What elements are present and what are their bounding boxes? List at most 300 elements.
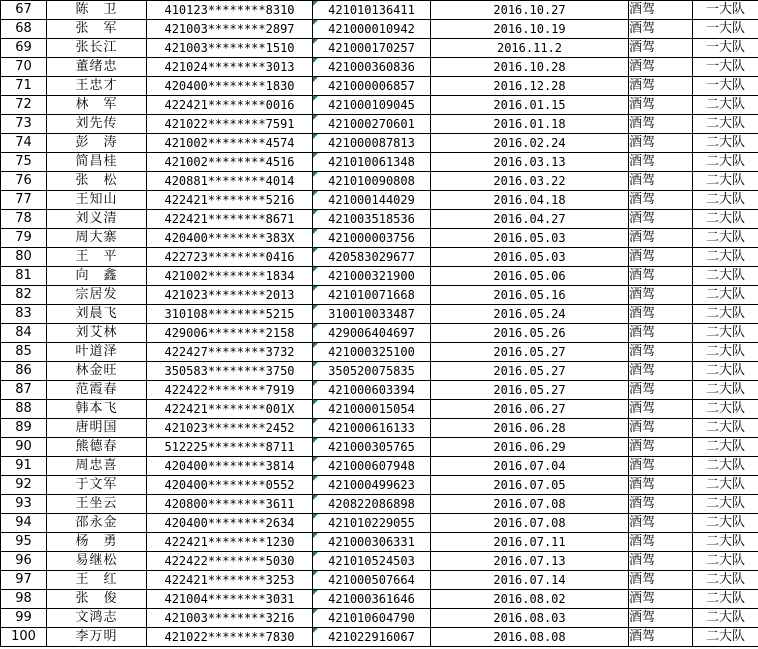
name-cell[interactable]: 易继松 [47, 552, 147, 571]
error-indicator-icon [313, 381, 318, 386]
table-row [1, 533, 758, 552]
id-card-cell[interactable]: 422427********3732 [147, 343, 313, 362]
name-cell[interactable]: 叶道泽 [47, 343, 147, 362]
row-number-cell[interactable]: 92 [1, 476, 47, 495]
id-card-cell[interactable]: 421002********1834 [147, 267, 313, 286]
license-number-cell[interactable] [313, 324, 431, 343]
team-cell[interactable]: 二大队 [693, 191, 758, 210]
error-indicator-icon [313, 286, 318, 291]
error-indicator-icon [313, 362, 318, 367]
license-number-cell[interactable] [313, 476, 431, 495]
name-cell[interactable]: 林金旺 [47, 362, 147, 381]
error-indicator-icon [313, 39, 318, 44]
name-cell[interactable]: 范霞春 [47, 381, 147, 400]
license-number-cell[interactable] [313, 39, 431, 58]
row-number-cell[interactable]: 91 [1, 457, 47, 476]
violation-type-cell[interactable]: 酒驾 [629, 58, 693, 77]
error-indicator-icon [313, 134, 318, 139]
table-row [1, 324, 758, 343]
date-cell[interactable]: 2016.06.27 [431, 400, 629, 419]
team-cell[interactable]: 二大队 [693, 267, 758, 286]
date-cell[interactable]: 2016.05.24 [431, 305, 629, 324]
license-number-text: 421010061348 [328, 155, 415, 169]
row-number-cell[interactable]: 96 [1, 552, 47, 571]
table-row [1, 628, 758, 647]
row-number-cell[interactable]: 72 [1, 96, 47, 115]
name-cell[interactable]: 刘先传 [47, 115, 147, 134]
license-number-cell[interactable] [313, 153, 431, 172]
license-number-text: 421022916067 [328, 630, 415, 644]
license-number-text: 421000306331 [328, 535, 415, 549]
date-cell[interactable]: 2016.07.08 [431, 495, 629, 514]
error-indicator-icon [313, 419, 318, 424]
license-number-cell[interactable] [313, 381, 431, 400]
table-row [1, 609, 758, 628]
violation-type-cell[interactable]: 酒驾 [629, 229, 693, 248]
date-cell[interactable]: 2016.12.28 [431, 77, 629, 96]
team-cell[interactable]: 二大队 [693, 609, 758, 628]
table-row [1, 153, 758, 172]
id-card-cell[interactable]: 429006********2158 [147, 324, 313, 343]
id-card-cell[interactable]: 421023********2013 [147, 286, 313, 305]
row-number-cell[interactable]: 82 [1, 286, 47, 305]
team-cell[interactable]: 一大队 [693, 39, 758, 58]
date-cell[interactable]: 2016.07.14 [431, 571, 629, 590]
violation-type-cell[interactable]: 酒驾 [629, 77, 693, 96]
date-cell[interactable]: 2016.10.28 [431, 58, 629, 77]
id-card-cell[interactable]: 421004********3031 [147, 590, 313, 609]
date-cell[interactable]: 2016.05.27 [431, 343, 629, 362]
date-cell[interactable]: 2016.06.29 [431, 438, 629, 457]
team-cell[interactable]: 二大队 [693, 571, 758, 590]
id-card-cell[interactable]: 422421********1230 [147, 533, 313, 552]
table-row [1, 552, 758, 571]
violation-type-cell[interactable]: 酒驾 [629, 343, 693, 362]
row-number-cell[interactable]: 87 [1, 381, 47, 400]
error-indicator-icon [313, 476, 318, 481]
date-cell[interactable]: 2016.05.27 [431, 381, 629, 400]
id-card-cell[interactable]: 422421********3253 [147, 571, 313, 590]
row-number-cell[interactable]: 90 [1, 438, 47, 457]
row-number-cell[interactable]: 98 [1, 590, 47, 609]
team-cell[interactable]: 二大队 [693, 495, 758, 514]
team-cell[interactable]: 二大队 [693, 400, 758, 419]
id-card-cell[interactable]: 420400********3814 [147, 457, 313, 476]
id-card-cell[interactable]: 512225********8711 [147, 438, 313, 457]
name-cell[interactable]: 陈 卫 [47, 1, 147, 20]
license-number-cell[interactable] [313, 20, 431, 39]
table-row [1, 571, 758, 590]
date-cell[interactable]: 2016.07.05 [431, 476, 629, 495]
error-indicator-icon [313, 514, 318, 519]
license-number-cell[interactable] [313, 400, 431, 419]
violation-type-cell[interactable]: 酒驾 [629, 571, 693, 590]
license-number-cell[interactable] [313, 362, 431, 381]
table-row [1, 381, 758, 400]
license-number-text: 421000010942 [328, 22, 415, 36]
error-indicator-icon [313, 229, 318, 234]
license-number-cell[interactable] [313, 419, 431, 438]
team-cell[interactable]: 二大队 [693, 153, 758, 172]
id-card-cell[interactable]: 421002********4516 [147, 153, 313, 172]
team-cell[interactable]: 二大队 [693, 457, 758, 476]
table-row [1, 191, 758, 210]
team-cell[interactable]: 二大队 [693, 134, 758, 153]
id-card-cell[interactable]: 420881********4014 [147, 172, 313, 191]
table-row [1, 39, 758, 58]
name-cell[interactable]: 王 平 [47, 248, 147, 267]
team-cell[interactable]: 一大队 [693, 58, 758, 77]
id-card-cell[interactable]: 422421********001X [147, 400, 313, 419]
row-number-cell[interactable]: 99 [1, 609, 47, 628]
error-indicator-icon [313, 609, 318, 614]
table-row [1, 58, 758, 77]
violation-type-cell[interactable]: 酒驾 [629, 590, 693, 609]
table-row [1, 400, 758, 419]
name-cell[interactable]: 唐明国 [47, 419, 147, 438]
row-number-cell[interactable]: 100 [1, 628, 47, 647]
error-indicator-icon [313, 20, 318, 25]
date-cell[interactable]: 2016.05.06 [431, 267, 629, 286]
name-cell[interactable]: 周忠喜 [47, 457, 147, 476]
error-indicator-icon [313, 1, 318, 6]
date-cell[interactable]: 2016.03.22 [431, 172, 629, 191]
date-cell[interactable]: 2016.08.02 [431, 590, 629, 609]
team-cell[interactable]: 二大队 [693, 324, 758, 343]
license-number-text: 421000321900 [328, 269, 415, 283]
violation-type-cell[interactable]: 酒驾 [629, 419, 693, 438]
team-cell[interactable]: 二大队 [693, 343, 758, 362]
team-cell[interactable]: 二大队 [693, 286, 758, 305]
license-number-cell[interactable] [313, 1, 431, 20]
row-number-cell[interactable]: 89 [1, 419, 47, 438]
error-indicator-icon [313, 96, 318, 101]
id-card-cell[interactable]: 421022********7591 [147, 115, 313, 134]
id-card-cell[interactable]: 422421********0016 [147, 96, 313, 115]
license-number-cell[interactable] [313, 305, 431, 324]
date-cell[interactable]: 2016.04.18 [431, 191, 629, 210]
table-row [1, 476, 758, 495]
row-number-cell[interactable]: 88 [1, 400, 47, 419]
id-card-cell[interactable]: 422422********5030 [147, 552, 313, 571]
name-cell[interactable]: 于文军 [47, 476, 147, 495]
violation-type-cell[interactable]: 酒驾 [629, 153, 693, 172]
team-cell[interactable]: 二大队 [693, 248, 758, 267]
id-card-cell[interactable]: 421022********7830 [147, 628, 313, 647]
date-cell[interactable]: 2016.07.08 [431, 514, 629, 533]
error-indicator-icon [313, 324, 318, 329]
violation-type-cell[interactable]: 酒驾 [629, 533, 693, 552]
name-cell[interactable]: 杨 勇 [47, 533, 147, 552]
violation-type-cell[interactable]: 酒驾 [629, 96, 693, 115]
name-cell[interactable]: 李万明 [47, 628, 147, 647]
violation-type-cell[interactable]: 酒驾 [629, 628, 693, 647]
row-number-cell[interactable]: 76 [1, 172, 47, 191]
date-cell[interactable]: 2016.05.03 [431, 229, 629, 248]
team-cell[interactable]: 一大队 [693, 77, 758, 96]
table-row [1, 514, 758, 533]
id-card-cell[interactable]: 421003********2897 [147, 20, 313, 39]
row-number-cell[interactable]: 94 [1, 514, 47, 533]
id-card-cell[interactable]: 422421********5216 [147, 191, 313, 210]
date-cell[interactable]: 2016.03.13 [431, 153, 629, 172]
id-card-cell[interactable]: 421003********1510 [147, 39, 313, 58]
table-row [1, 495, 758, 514]
table-row [1, 134, 758, 153]
row-number-cell[interactable]: 71 [1, 77, 47, 96]
violation-type-cell[interactable]: 酒驾 [629, 286, 693, 305]
license-number-text: 421000305765 [328, 440, 415, 454]
row-number-cell[interactable]: 97 [1, 571, 47, 590]
license-number-cell[interactable] [313, 96, 431, 115]
violation-type-cell[interactable]: 酒驾 [629, 362, 693, 381]
row-number-cell[interactable]: 84 [1, 324, 47, 343]
license-number-cell[interactable] [313, 58, 431, 77]
license-number-cell[interactable] [313, 533, 431, 552]
id-card-cell[interactable]: 420800********3611 [147, 495, 313, 514]
license-number-text: 421000603394 [328, 383, 415, 397]
name-cell[interactable]: 向 鑫 [47, 267, 147, 286]
license-number-text: 421010136411 [328, 3, 415, 17]
violation-type-cell[interactable]: 酒驾 [629, 457, 693, 476]
date-cell[interactable]: 2016.07.04 [431, 457, 629, 476]
name-cell[interactable]: 王忠才 [47, 77, 147, 96]
table-row [1, 362, 758, 381]
id-card-cell[interactable]: 350583********3750 [147, 362, 313, 381]
row-number-cell[interactable]: 70 [1, 58, 47, 77]
id-card-cell[interactable]: 421024********3013 [147, 58, 313, 77]
name-cell[interactable]: 张长江 [47, 39, 147, 58]
team-cell[interactable]: 一大队 [693, 1, 758, 20]
license-number-cell[interactable] [313, 609, 431, 628]
id-card-cell[interactable]: 421023********2452 [147, 419, 313, 438]
team-cell[interactable]: 二大队 [693, 590, 758, 609]
table-row [1, 343, 758, 362]
error-indicator-icon [313, 267, 318, 272]
violation-type-cell[interactable]: 酒驾 [629, 1, 693, 20]
violation-type-cell[interactable]: 酒驾 [629, 305, 693, 324]
date-cell[interactable]: 2016.02.24 [431, 134, 629, 153]
license-number-cell[interactable] [313, 115, 431, 134]
violation-type-cell[interactable]: 酒驾 [629, 267, 693, 286]
name-cell[interactable]: 周大寨 [47, 229, 147, 248]
table-row [1, 457, 758, 476]
name-cell[interactable]: 王 红 [47, 571, 147, 590]
license-number-cell[interactable] [313, 343, 431, 362]
team-cell[interactable]: 二大队 [693, 476, 758, 495]
license-number-text: 421000616133 [328, 421, 415, 435]
row-number-cell[interactable]: 83 [1, 305, 47, 324]
violation-type-cell[interactable]: 酒驾 [629, 324, 693, 343]
license-number-text: 350520075835 [328, 364, 415, 378]
license-number-cell[interactable] [313, 172, 431, 191]
violation-type-cell[interactable]: 酒驾 [629, 400, 693, 419]
date-cell[interactable]: 2016.08.03 [431, 609, 629, 628]
row-number-cell[interactable]: 75 [1, 153, 47, 172]
date-cell[interactable]: 2016.05.27 [431, 362, 629, 381]
license-number-cell[interactable] [313, 229, 431, 248]
id-card-cell[interactable]: 421002********4574 [147, 134, 313, 153]
name-cell[interactable]: 林 军 [47, 96, 147, 115]
row-number-cell[interactable]: 74 [1, 134, 47, 153]
name-cell[interactable]: 宗居发 [47, 286, 147, 305]
name-cell[interactable]: 邵永金 [47, 514, 147, 533]
license-number-cell[interactable] [313, 77, 431, 96]
name-cell[interactable]: 简昌桂 [47, 153, 147, 172]
id-card-cell[interactable]: 420400********0552 [147, 476, 313, 495]
team-cell[interactable]: 二大队 [693, 172, 758, 191]
row-number-cell[interactable]: 93 [1, 495, 47, 514]
date-cell[interactable]: 2016.10.27 [431, 1, 629, 20]
date-cell[interactable]: 2016.06.28 [431, 419, 629, 438]
name-cell[interactable]: 韩本飞 [47, 400, 147, 419]
table-body [1, 1, 758, 647]
team-cell[interactable]: 二大队 [693, 362, 758, 381]
license-number-cell[interactable] [313, 495, 431, 514]
license-number-text: 310010033487 [328, 307, 415, 321]
team-cell[interactable]: 二大队 [693, 438, 758, 457]
violation-type-cell[interactable]: 酒驾 [629, 20, 693, 39]
team-cell[interactable]: 二大队 [693, 229, 758, 248]
name-cell[interactable]: 王坐云 [47, 495, 147, 514]
team-cell[interactable]: 二大队 [693, 381, 758, 400]
team-cell[interactable]: 二大队 [693, 96, 758, 115]
license-number-cell[interactable] [313, 191, 431, 210]
date-cell[interactable]: 2016.05.16 [431, 286, 629, 305]
violation-type-cell[interactable]: 酒驾 [629, 514, 693, 533]
license-number-cell[interactable] [313, 286, 431, 305]
date-cell[interactable]: 2016.10.19 [431, 20, 629, 39]
id-card-cell[interactable]: 422422********7919 [147, 381, 313, 400]
error-indicator-icon [313, 495, 318, 500]
violation-type-cell[interactable]: 酒驾 [629, 115, 693, 134]
date-cell[interactable]: 2016.04.27 [431, 210, 629, 229]
license-number-text: 421003518536 [328, 212, 415, 226]
name-cell[interactable]: 彭 涛 [47, 134, 147, 153]
row-number-cell[interactable]: 78 [1, 210, 47, 229]
license-number-cell[interactable] [313, 210, 431, 229]
license-number-text: 421000015054 [328, 402, 415, 416]
team-cell[interactable]: 一大队 [693, 20, 758, 39]
error-indicator-icon [313, 191, 318, 196]
violation-type-cell[interactable]: 酒驾 [629, 381, 693, 400]
id-card-cell[interactable]: 422723********0416 [147, 248, 313, 267]
error-indicator-icon [313, 210, 318, 215]
license-number-cell[interactable] [313, 628, 431, 647]
date-cell[interactable]: 2016.01.15 [431, 96, 629, 115]
team-cell[interactable]: 二大队 [693, 628, 758, 647]
team-cell[interactable]: 二大队 [693, 305, 758, 324]
team-cell[interactable]: 二大队 [693, 514, 758, 533]
violation-type-cell[interactable]: 酒驾 [629, 495, 693, 514]
row-number-cell[interactable]: 68 [1, 20, 47, 39]
date-cell[interactable]: 2016.01.18 [431, 115, 629, 134]
row-number-cell[interactable]: 85 [1, 343, 47, 362]
id-card-cell[interactable]: 410123********8310 [147, 1, 313, 20]
error-indicator-icon [313, 457, 318, 462]
violation-type-cell[interactable]: 酒驾 [629, 438, 693, 457]
id-card-cell[interactable]: 420400********383X [147, 229, 313, 248]
row-number-cell[interactable]: 80 [1, 248, 47, 267]
violation-type-cell[interactable]: 酒驾 [629, 248, 693, 267]
error-indicator-icon [313, 248, 318, 253]
id-card-cell[interactable]: 422421********8671 [147, 210, 313, 229]
team-cell[interactable]: 二大队 [693, 115, 758, 134]
license-number-text: 421000006857 [328, 79, 415, 93]
row-number-cell[interactable]: 67 [1, 1, 47, 20]
license-number-cell[interactable] [313, 438, 431, 457]
row-number-cell[interactable]: 69 [1, 39, 47, 58]
name-cell[interactable]: 刘晨飞 [47, 305, 147, 324]
row-number-cell[interactable]: 95 [1, 533, 47, 552]
date-cell[interactable]: 2016.08.08 [431, 628, 629, 647]
error-indicator-icon [313, 571, 318, 576]
violation-type-cell[interactable]: 酒驾 [629, 172, 693, 191]
violation-type-cell[interactable]: 酒驾 [629, 476, 693, 495]
name-cell[interactable]: 董绪忠 [47, 58, 147, 77]
row-number-cell[interactable]: 79 [1, 229, 47, 248]
table-row [1, 248, 758, 267]
team-cell[interactable]: 二大队 [693, 533, 758, 552]
team-cell[interactable]: 二大队 [693, 210, 758, 229]
violation-type-cell[interactable]: 酒驾 [629, 39, 693, 58]
license-number-cell[interactable] [313, 552, 431, 571]
team-cell[interactable]: 二大队 [693, 552, 758, 571]
license-number-cell[interactable] [313, 134, 431, 153]
name-cell[interactable]: 文鸿志 [47, 609, 147, 628]
date-cell[interactable]: 2016.07.11 [431, 533, 629, 552]
id-card-cell[interactable]: 310108********5215 [147, 305, 313, 324]
row-number-cell[interactable]: 86 [1, 362, 47, 381]
id-card-cell[interactable]: 420400********1830 [147, 77, 313, 96]
violation-type-cell[interactable]: 酒驾 [629, 210, 693, 229]
row-number-cell[interactable]: 73 [1, 115, 47, 134]
date-cell[interactable]: 2016.07.13 [431, 552, 629, 571]
table-row [1, 419, 758, 438]
license-number-text: 421010229055 [328, 516, 415, 530]
license-number-text: 421000087813 [328, 136, 415, 150]
id-card-cell[interactable]: 420400********2634 [147, 514, 313, 533]
id-card-cell[interactable]: 421003********3216 [147, 609, 313, 628]
date-cell[interactable]: 2016.11.2 [431, 39, 629, 58]
date-cell[interactable]: 2016.05.03 [431, 248, 629, 267]
date-cell[interactable]: 2016.05.26 [431, 324, 629, 343]
violation-type-cell[interactable]: 酒驾 [629, 552, 693, 571]
license-number-cell[interactable] [313, 514, 431, 533]
name-cell[interactable]: 刘艾林 [47, 324, 147, 343]
name-cell[interactable]: 张 俊 [47, 590, 147, 609]
violation-type-cell[interactable]: 酒驾 [629, 191, 693, 210]
name-cell[interactable]: 张 松 [47, 172, 147, 191]
violation-type-cell[interactable]: 酒驾 [629, 609, 693, 628]
row-number-cell[interactable]: 81 [1, 267, 47, 286]
license-number-cell[interactable] [313, 248, 431, 267]
name-cell[interactable]: 张 军 [47, 20, 147, 39]
violation-type-cell[interactable]: 酒驾 [629, 134, 693, 153]
name-cell[interactable]: 刘义清 [47, 210, 147, 229]
license-number-cell[interactable] [313, 267, 431, 286]
license-number-text: 421000170257 [328, 41, 415, 55]
table-row [1, 267, 758, 286]
license-number-cell[interactable] [313, 571, 431, 590]
name-cell[interactable]: 王知山 [47, 191, 147, 210]
row-number-cell[interactable]: 77 [1, 191, 47, 210]
team-cell[interactable]: 二大队 [693, 419, 758, 438]
license-number-cell[interactable] [313, 457, 431, 476]
table-row [1, 20, 758, 39]
name-cell[interactable]: 熊德春 [47, 438, 147, 457]
license-number-cell[interactable] [313, 590, 431, 609]
